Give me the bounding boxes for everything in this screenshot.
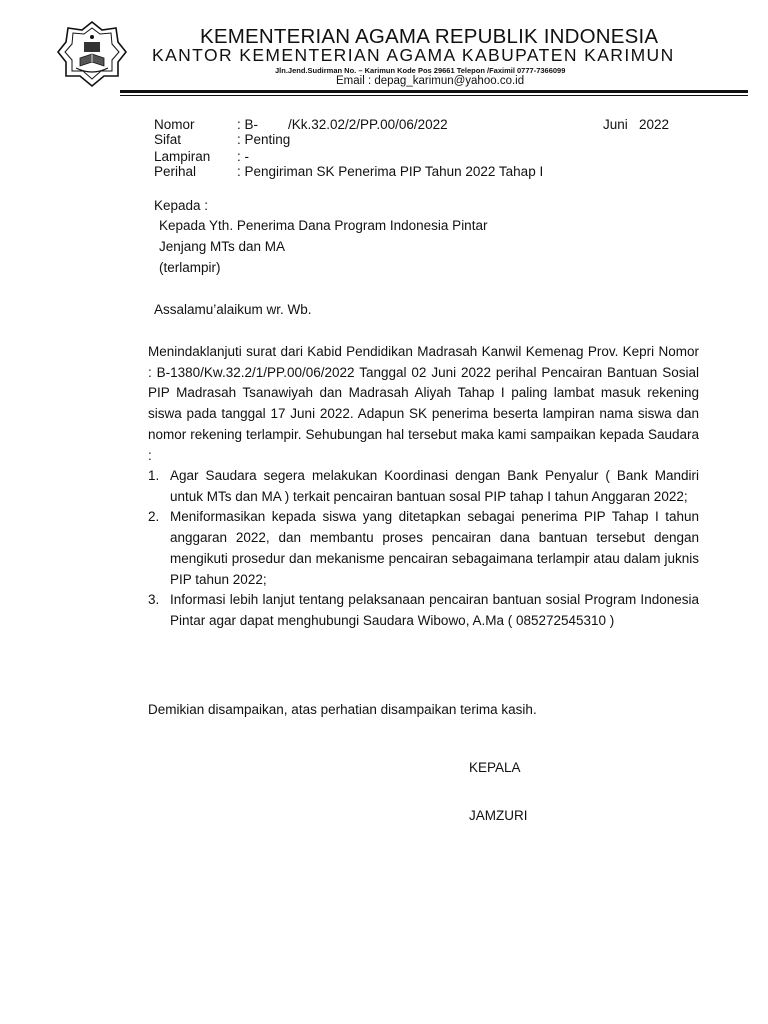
list-item [148,466,699,507]
perihal-value: : Pengiriman SK Penerima PIP Tahun 2022 Tahap I [237,164,544,179]
header-ministry-title: KEMENTERIAN AGAMA REPUBLIK INDONESIA [200,25,659,48]
signature-name: JAMZURI [469,808,528,823]
header-rule-thin [120,95,748,96]
recipient-kepada: Kepada : [154,198,209,213]
lampiran-label: Lampiran [154,149,211,164]
perihal-label: Perihal [154,164,197,179]
instruction-list [148,466,699,632]
header-address: Jln.Jend.Sudirman No. – Karimun Kode Pos 29661 Telepon /Faximil 0777-7366099 [275,66,566,75]
kemenag-emblem-icon [56,20,128,88]
lampiran-value: : - [237,149,249,164]
greeting: Assalamu’alaikum wr. Wb. [154,302,312,317]
closing-sentence: Demikian disampaikan, atas perhatian disampaikan terima kasih. [148,702,537,717]
list-item-text: Agar Saudara segera melakukan Koordinasi dengan Bank Penyalur ( Bank Mandiri untuk MTs dan MA ) terkait pencairan bantuan sosal PIP tahap I tahun Anggaran 2022; [170,468,699,504]
letter-date: Juni 2022 [603,117,670,132]
list-item-number: 2. [148,509,160,525]
sifat-label: Sifat [154,132,182,147]
header-rule-thick [120,90,748,93]
signature-title: KEPALA [469,760,521,775]
list-item [148,590,699,631]
recipient-line-1: Kepada Yth. Penerima Dana Program Indonesia Pintar [159,218,488,233]
nomor-label: Nomor [154,117,195,132]
recipient-line-3: (terlampir) [159,260,221,275]
list-item-text: Informasi lebih lanjut tentang pelaksanaan pencairan bantuan sosial Program Indonesia Pintar agar dapat menghubungi Saudara Wibowo, A.Ma ( 085272545310 ) [170,592,699,628]
header-email: Email : depag_karimun@yahoo.co.id [336,75,525,87]
nomor-value: : B- /Kk.32.02/2/PP.00/06/2022 [237,117,448,132]
list-item-text: Meniformasikan kepada siswa yang ditetapkan sebagai penerima PIP Tahap I tahun anggaran 2022, dan membantu proses pencairan dana bantuan tersebut dengan mengikuti prosedur dan mekanisme pencairan sebagaimana terlampir atau dalam juknis PIP tahun 2022; [170,509,699,587]
body-paragraph: Menindaklanjuti surat dari Kabid Pendidikan Madrasah Kanwil Kemenag Prov. Kepri Nomor : B-1380/Kw.32.2/1/PP.00/06/2022 Tanggal 02 Juni 2022 perihal Pencairan Bantuan Sosial PIP Madrasah Tsanawiyah dan Madrasah Aliyah Tahap I paling lambat masuk rekening siswa pada tanggal 17 Juni 2022. Adapun SK penerima beserta lampiran nama siswa dan nomor rekening terlampir. Sehubungan hal tersebut maka kami sampaikan kepada Saudara : [148,344,699,463]
list-item-number: 1. [148,468,160,483]
list-item [148,507,699,590]
header-office-title: KANTOR KEMENTERIAN AGAMA KABUPATEN KARIMUN [152,45,675,65]
list-item-number: 3. [148,592,160,608]
sifat-value: : Penting [237,132,291,147]
recipient-line-2: Jenjang MTs dan MA [159,239,286,254]
